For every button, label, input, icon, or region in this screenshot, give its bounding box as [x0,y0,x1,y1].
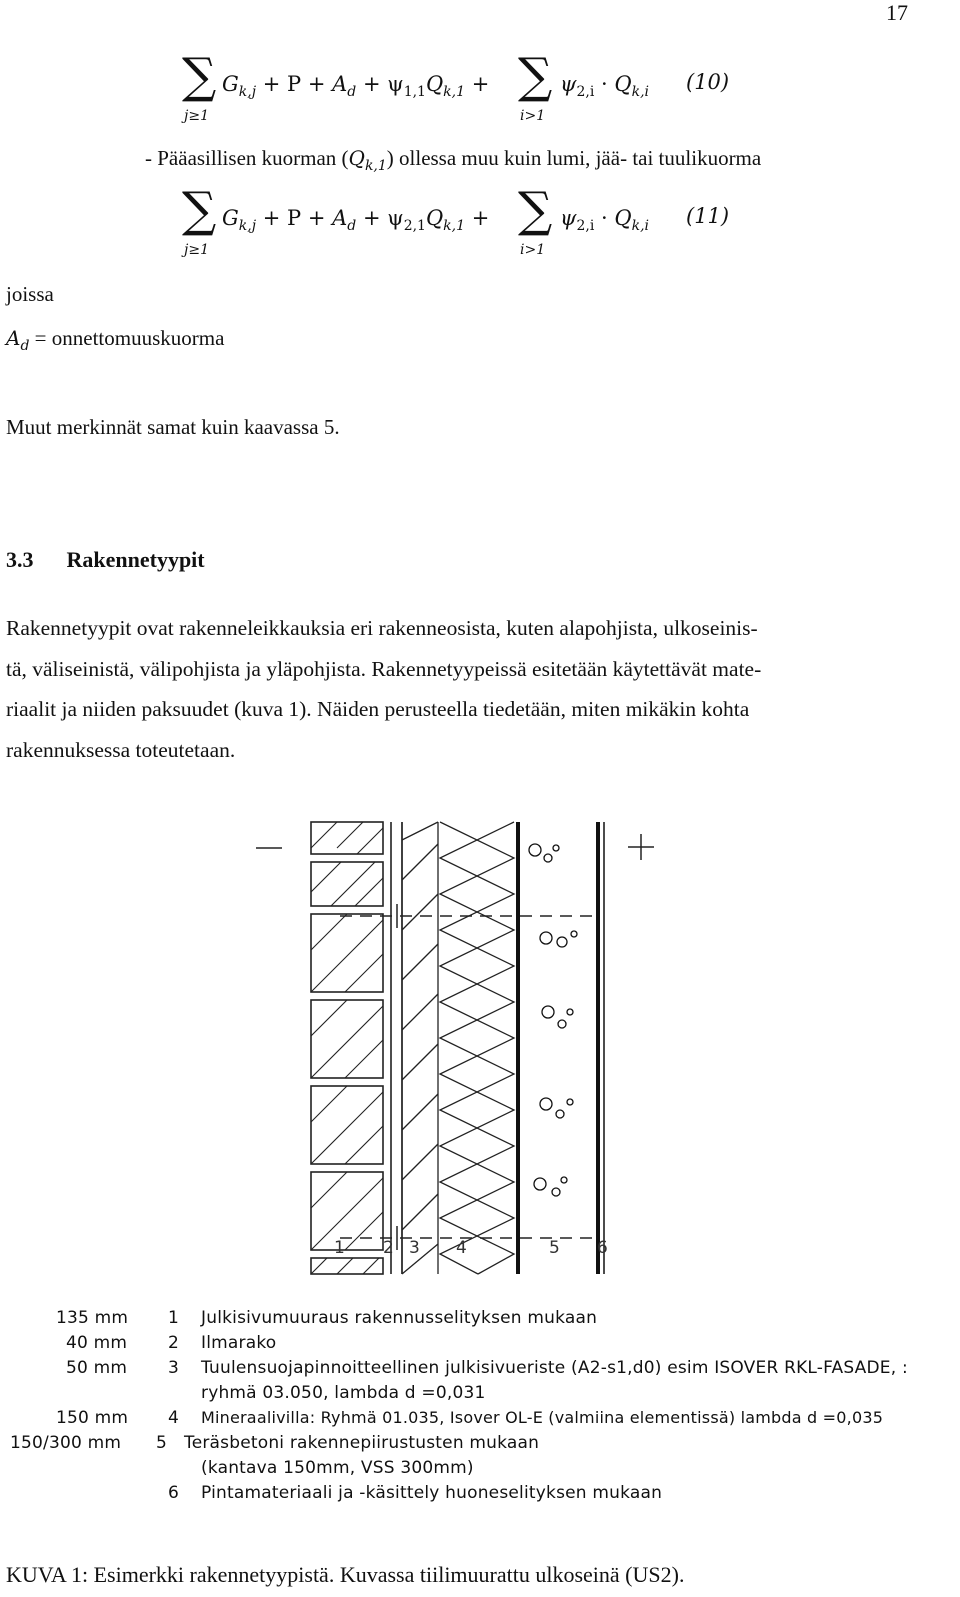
legend [0,1308,960,1508]
legend-number: 3 [168,1358,180,1378]
paragraph-line: tä, väliseinistä, välipohjista ja yläpohjista. Rakennetyypeissä esitetään käytettävät mate- [6,656,762,681]
text: - Pääasillisen kuorman ( [145,146,349,170]
brick [311,1258,383,1274]
symbol-q: Q [425,72,444,96]
legend-thickness: 40 mm [66,1333,128,1353]
brick [311,862,383,906]
page-number: 17 [886,0,908,25]
legend-number: 4 [168,1408,180,1428]
subscript: k,1 [364,158,387,175]
operator: + [471,72,490,96]
symbol-q: Q [614,206,632,230]
sum-index: i>1 [520,108,546,124]
text: ) ollessa muu kuin lumi, jää- tai tuulikuorma [386,146,762,170]
legend-text: Pintamateriaali ja -käsittely huoneselityksen mukaan [201,1483,663,1503]
legend-text: ryhmä 03.050, lambda d =0,031 [201,1383,486,1403]
layer-number: 1 [334,1238,345,1258]
subscript: 1,1 [403,84,426,101]
sum-index: i>1 [520,242,546,258]
summation-symbol: ∑ [518,48,553,104]
operator: + [471,206,490,230]
brick [311,1000,383,1078]
legend-text: Mineraalivilla: Ryhmä 01.035, Isover OL-E (valmiina elementissä) lambda d =0,035 [201,1408,884,1427]
equation-body [560,206,649,234]
summation-symbol: ∑ [518,182,553,238]
subscript: d [347,84,357,101]
equation-10 [180,48,780,132]
legend-thickness: 50 mm [66,1358,128,1378]
ad-definition [6,326,224,358]
symbol-q: Q [348,146,365,170]
paragraph-line: riaalit ja niiden paksuudet (kuva 1). Näiden perusteella tiedetään, miten mikäkin kohta [6,697,750,721]
sum-index: j≥1 [184,242,209,258]
legend-text: Julkisivumuuraus rakennusselityksen mukaan [201,1308,598,1328]
operator: + ψ [362,72,404,96]
symbol-psi: ψ [560,206,577,230]
concrete-layer [518,822,604,1274]
sum-index: j≥1 [184,108,209,124]
legend-thickness: 135 mm [56,1308,129,1328]
paragraph-line: rakennuksessa toteutetaan. [6,737,236,762]
operator: + P + [262,206,326,230]
subscript: d [347,218,357,235]
legend-text: (kantava 150mm, VSS 300mm) [201,1458,474,1478]
operator: · [601,72,608,96]
subscript: 2,1 [403,218,426,235]
brick [311,1086,383,1164]
symbol-q: Q [614,72,632,96]
legend-number: 5 [156,1433,168,1453]
case-description [145,146,761,178]
layer-number: 4 [456,1238,467,1258]
symbol-a: A [6,326,21,350]
subscript: 2,i [576,84,595,101]
subscript: d [20,338,30,355]
legend-thickness: 150 mm [56,1408,129,1428]
wind-insulation-layer [402,822,438,1274]
legend-number: 1 [168,1308,180,1328]
subscript: k,j [238,84,257,101]
plus-sign [632,832,646,852]
notation-note: Muut merkinnät samat kuin kaavassa 5. [6,415,340,439]
subscript: k,1 [443,218,466,235]
subscript: k,j [238,218,257,235]
operator: + ψ [362,206,404,230]
equation-number: (10) [686,70,730,94]
operator: + P + [262,72,326,96]
layer-number: 5 [549,1238,560,1258]
layer-number: 2 [383,1238,394,1258]
air-gap-layer [391,822,402,1274]
body-paragraph [6,608,946,770]
equation-body [222,72,489,100]
equation-11 [180,182,780,266]
legend-thickness: 150/300 mm [10,1433,122,1453]
layer-number: 3 [409,1238,420,1258]
symbol-g: G [222,206,239,230]
subscript: k,i [631,218,650,235]
section-title: Rakennetyypit [66,547,205,572]
legend-text: Tuulensuojapinnoitteellinen julkisivueriste (A2-s1,d0) esim ISOVER RKL-FASADE, : [201,1358,908,1378]
legend-text: Teräsbetoni rakennepiirustusten mukaan [184,1433,540,1453]
legend-number: 2 [168,1333,180,1353]
figure-caption: KUVA 1: Esimerkki rakennetyypistä. Kuvassa tiilimuurattu ulkoseinä (US2). [6,1562,685,1587]
summation-symbol: ∑ [182,48,217,104]
symbol-q: Q [425,206,444,230]
symbol-g: G [222,72,239,96]
legend-text: Ilmarako [201,1333,277,1353]
brick-layer [311,822,383,1274]
symbol-psi: ψ [560,72,577,96]
equation-body [560,72,649,100]
joissa-label: joissa [6,282,54,306]
equation-number: (11) [686,204,730,228]
subscript: k,i [631,84,650,101]
legend-number: 6 [168,1483,180,1503]
minus-sign [256,834,273,854]
mineral-wool-layer [440,822,514,1274]
section-number: 3.3 [6,547,34,572]
brick [311,914,383,992]
subscript: 2,i [576,218,595,235]
summation-symbol: ∑ [182,182,217,238]
section-heading [6,548,205,572]
equation-body [222,206,489,234]
layer-number: 6 [597,1238,608,1258]
paragraph-line: Rakennetyypit ovat rakenneleikkauksia eri rakenneosista, kuten alapohjista, ulkoseinis- [6,616,758,640]
wall-section-svg [0,800,960,1280]
symbol-a: A [332,206,348,230]
symbol-a: A [332,72,348,96]
operator: · [601,206,608,230]
subscript: k,1 [443,84,466,101]
definition-text: = onnettomuuskuorma [34,326,225,350]
wall-section-drawing [0,800,960,1280]
